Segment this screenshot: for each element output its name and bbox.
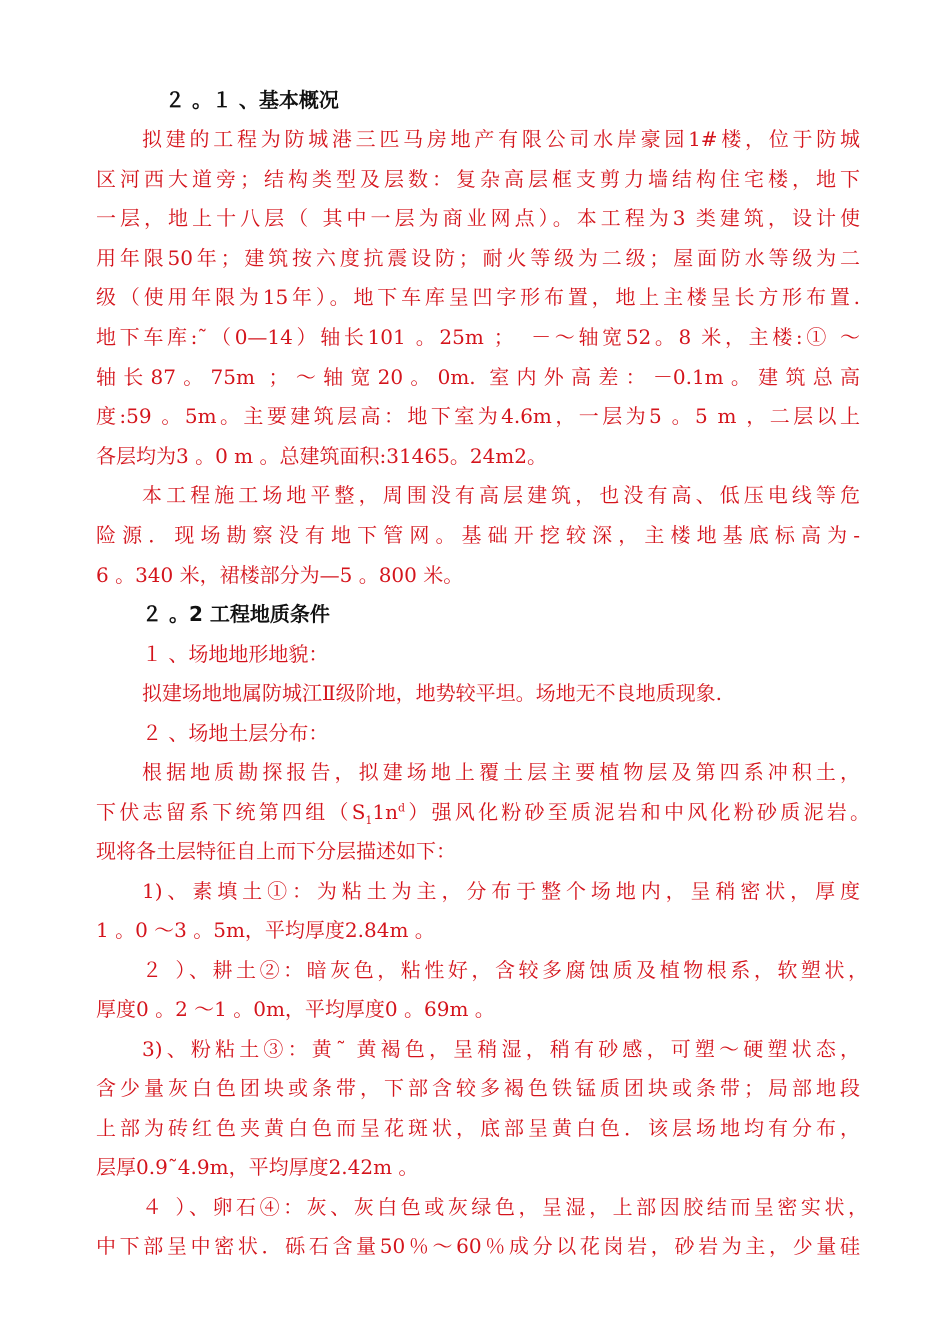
layer-4-line: ４ ）、卵石④：灰、灰白色或灰绿色，呈湿，上部因胶结而呈密实状，	[142, 1195, 868, 1219]
paragraph-line: 轴长87。75m ；～轴宽20。0m. 室内外高差：－0.1m。建筑总高	[96, 365, 860, 389]
paragraph-line: 本工程施工场地平整，周围没有高层建筑，也没有高、低压电线等危	[142, 483, 860, 507]
section-heading-basic-overview: ２ 。１ 、基本概况	[165, 88, 339, 112]
paragraph-line: 现将各土层特征自上而下分层描述如下：	[96, 839, 456, 863]
paragraph-line: 区河西大道旁；结构类型及层数：复杂高层框支剪力墙结构住宅楼，地下	[96, 167, 860, 191]
formation-text-mid: 1n	[372, 800, 399, 824]
paragraph-line: 6 。340 米，裙楼部分为—5 。800 米。	[96, 563, 464, 587]
paragraph-line: 级（使用年限为15年）。地下车库呈凹字形布置，地上主楼呈长方形布置.	[96, 285, 860, 309]
paragraph-line: 地下车库:˜（0—14）轴长101 。25m ； －～轴宽52。8 米，主楼:① ～	[96, 325, 860, 349]
paragraph-line: 各层均为3 。0 m 。总建筑面积:31465。24m2。	[96, 444, 547, 468]
layer-3-line: 3)、粉粘土③：黄˜ 黄褐色，呈稍湿，稍有砂感，可塑～硬塑状态，	[142, 1037, 860, 1061]
subsection-title-soil-layers: ２ 、场地土层分布：	[142, 721, 329, 745]
formation-superscript: d	[398, 801, 406, 815]
layer-3-line: 上部为砖红色夹黄白色而呈花斑状，底部呈黄白色．该层场地均有分布，	[96, 1116, 860, 1140]
section-heading-geology: ２ 。2 工程地质条件	[142, 602, 330, 626]
paragraph-line: 拟建的工程为防城港三匹马房地产有限公司水岸豪园1#楼，位于防城	[142, 127, 860, 151]
paragraph-line: 一层，地上十八层（ 其中一层为商业网点）。本工程为3 类建筑，设计使	[96, 206, 860, 230]
paragraph-line: 根据地质勘探报告，拟建场地上覆土层主要植物层及第四系冲积土，	[142, 760, 860, 784]
layer-1-line: 1 。0 ～3 。5m，平均厚度2.84m 。	[96, 918, 435, 942]
layer-1-line: 1)、素填土①：为粘土为主，分布于整个场地内，呈稍密状，厚度	[142, 879, 860, 903]
layer-2-line: ２ ）、耕土②：暗灰色，粘性好，含较多腐蚀质及植物根系，软塑状，	[142, 958, 868, 982]
layer-3-line: 层厚0.9˜4.9m，平均厚度2.42m 。	[96, 1155, 419, 1179]
paragraph-line: 拟建场地地属防城江Ⅱ级阶地，地势较平坦。场地无不良地质现象.	[142, 681, 722, 705]
layer-4-line: 中下部呈中密状．砾石含量50％～60％成分以花岗岩，砂岩为主，少量硅	[96, 1234, 860, 1258]
formation-subscript: 1	[365, 814, 373, 826]
layer-2-line: 厚度0 。2 ～1 。0m，平均厚度0 。69m 。	[96, 997, 495, 1021]
subsection-title-terrain: １ 、场地地形地貌：	[142, 642, 329, 666]
paragraph-line: 用年限50年；建筑按六度抗震设防；耐火等级为二级；屋面防水等级为二	[96, 246, 860, 270]
paragraph-line-formation	[96, 798, 870, 826]
paragraph-line: 险源．现场勘察没有地下管网。基础开挖较深，主楼地基底标高为-	[96, 523, 860, 547]
paragraph-line: 度:59 。5m。主要建筑层高：地下室为4.6m，一层为5 。5 m ，二层以上	[96, 404, 860, 428]
layer-3-line: 含少量灰白色团块或条带，下部含较多褐色铁锰质团块或条带；局部地段	[96, 1076, 860, 1100]
formation-text-before: 下伏志留系下统第四组（S	[96, 800, 366, 824]
formation-text-after: ）强风化粉砂至质泥岩和中风化粉砂质泥岩。	[405, 800, 870, 824]
